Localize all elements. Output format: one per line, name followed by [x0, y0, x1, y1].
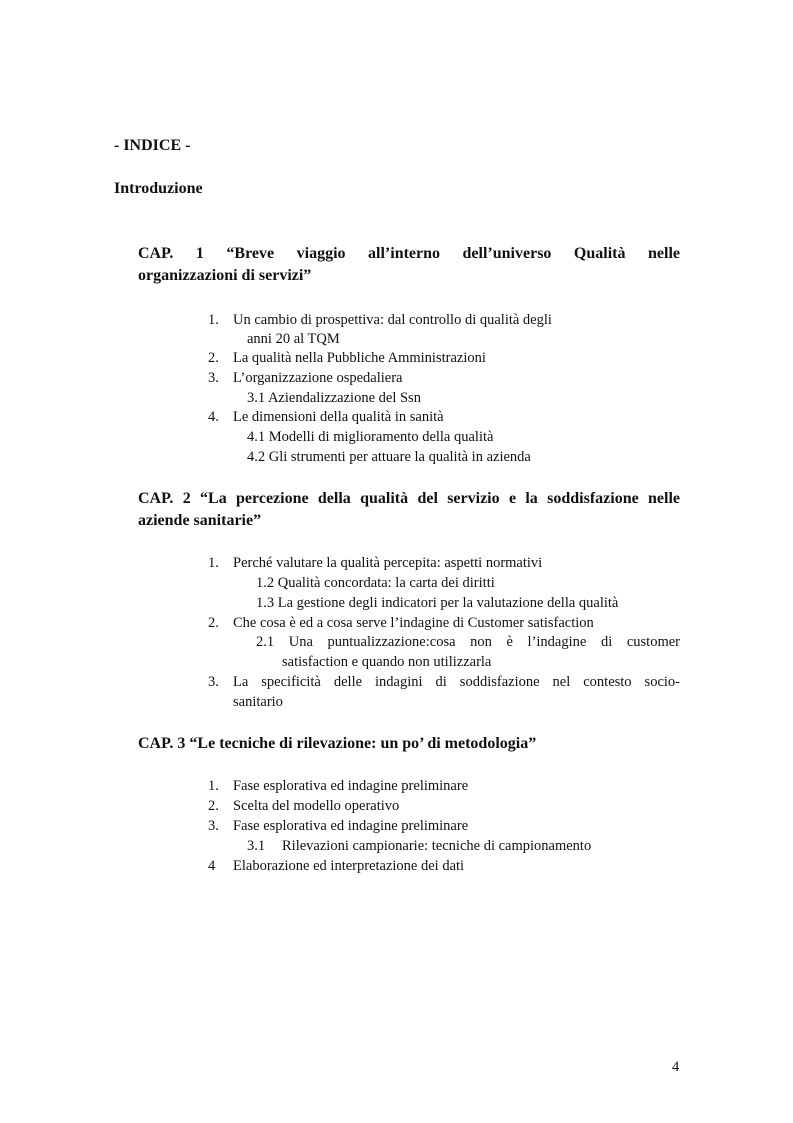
list-item: Fase esplorativa ed indagine preliminare	[233, 778, 469, 794]
list-item: Perché valutare la qualità percepita: aspetti normativi	[233, 555, 543, 571]
list-item: Scelta del modello operativo	[233, 798, 400, 814]
list-item: Che cosa è ed a cosa serve l’indagine di Customer satisfaction	[233, 615, 594, 631]
intro-entry: Introduzione	[114, 180, 203, 197]
list-item: Elaborazione ed interpretazione dei dati	[233, 858, 465, 874]
list-number: 2.	[208, 350, 219, 366]
chapter-1-heading-cont: organizzazioni di servizi”	[138, 267, 312, 284]
sub-item: 2.1 Una puntualizzazione:cosa non è l’indagine di customer	[256, 634, 680, 650]
index-title: - INDICE -	[114, 137, 191, 154]
list-item: Un cambio di prospettiva: dal controllo di qualità degli	[233, 312, 552, 328]
list-item: L’organizzazione ospedaliera	[233, 370, 403, 386]
sub-item-cont: satisfaction e quando non utilizzarla	[282, 654, 492, 670]
list-number: 4	[208, 858, 216, 874]
list-item: Le dimensioni della qualità in sanità	[233, 409, 444, 425]
list-number: 1.	[208, 312, 219, 328]
sub-item: 4.2 Gli strumenti per attuare la qualità in azienda	[247, 449, 531, 465]
list-number: 2.	[208, 798, 219, 814]
sub-item: 1.3 La gestione degli indicatori per la valutazione della qualità	[256, 595, 619, 611]
list-item: La specificità delle indagini di soddisfazione nel contesto socio-	[233, 674, 680, 690]
list-number: 1.	[208, 778, 219, 794]
list-item: anni 20 al TQM	[247, 331, 340, 347]
list-item-cont: sanitario	[233, 694, 283, 710]
page-number: 4	[672, 1059, 680, 1075]
list-number: 3.	[208, 818, 219, 834]
list-number: 3.	[208, 674, 219, 690]
sub-item: 4.1 Modelli di miglioramento della qualità	[247, 429, 494, 445]
sub-number: 3.1	[247, 838, 266, 854]
sub-item: Rilevazioni campionarie: tecniche di campionamento	[282, 838, 592, 854]
list-number: 2.	[208, 615, 219, 631]
sub-item: 3.1 Aziendalizzazione del Ssn	[247, 390, 421, 406]
chapter-1-heading: CAP. 1 “Breve viaggio all’interno dell’universo Qualità nelle	[138, 245, 680, 262]
list-item: La qualità nella Pubbliche Amministrazioni	[233, 350, 486, 366]
chapter-2-heading-cont: aziende sanitarie”	[138, 512, 262, 529]
chapter-3-heading: CAP. 3 “Le tecniche di rilevazione: un po’ di metodologia”	[138, 735, 537, 752]
sub-item: 1.2 Qualità concordata: la carta dei diritti	[256, 575, 495, 591]
list-number: 4.	[208, 409, 219, 425]
list-number: 1.	[208, 555, 219, 571]
list-number: 3.	[208, 370, 219, 386]
list-item: Fase esplorativa ed indagine preliminare	[233, 818, 469, 834]
chapter-2-heading: CAP. 2 “La percezione della qualità del servizio e la soddisfazione nelle	[138, 490, 680, 507]
